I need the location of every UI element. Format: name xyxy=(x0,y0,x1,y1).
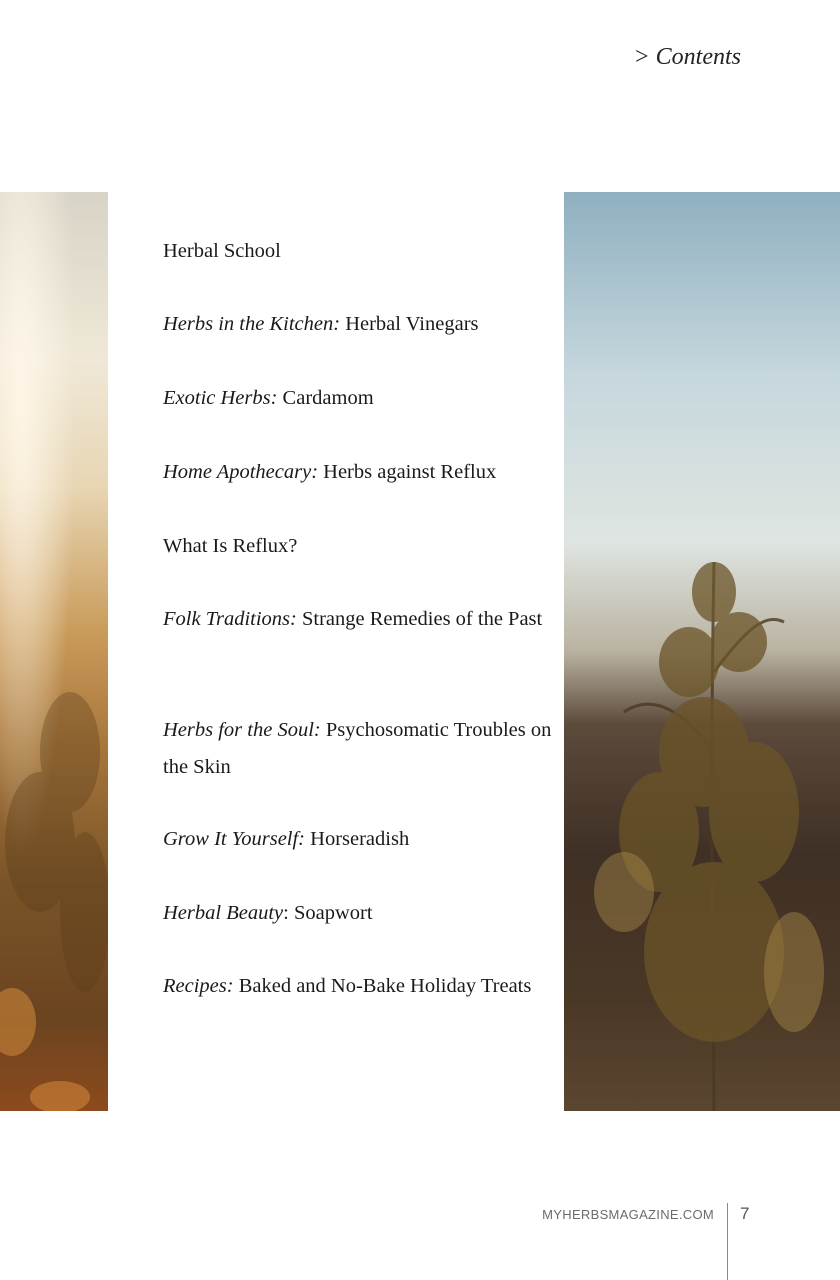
toc-title: Strange Remedies of the Past xyxy=(296,608,543,630)
toc-kicker: Folk Traditions: xyxy=(163,608,297,630)
toc-kicker: Grow It Yourself: xyxy=(163,828,306,850)
toc-title: Herbal School xyxy=(163,240,281,262)
toc-kicker: Herbs for the Soul: xyxy=(163,719,321,741)
toc-title: What Is Reflux? xyxy=(163,535,298,557)
footer-website[interactable]: MYHERBSMAGAZINE.COM xyxy=(542,1207,714,1222)
toc-title: Herbs against Reflux xyxy=(318,461,497,483)
section-label: > Contents xyxy=(633,44,741,70)
toc-kicker: Exotic Herbs: xyxy=(163,387,278,409)
toc-kicker: Recipes: xyxy=(163,975,234,997)
toc-title: : Soapwort xyxy=(283,902,373,924)
toc-title: Cardamom xyxy=(277,387,374,409)
toc-title: Baked and No-Bake Holiday Treats xyxy=(233,975,532,997)
footer-divider xyxy=(727,1203,728,1280)
toc-kicker: Herbal Beauty xyxy=(163,902,284,924)
toc-title: Herbal Vinegars xyxy=(340,313,479,335)
page-number: 7 xyxy=(740,1204,750,1223)
toc-kicker: Home Apothecary: xyxy=(163,461,319,483)
toc-title: Psychosomatic Troubles on the Skin xyxy=(163,719,552,778)
toc-title: Horseradish xyxy=(305,828,410,850)
toc-kicker: Herbs in the Kitchen: xyxy=(163,313,341,335)
